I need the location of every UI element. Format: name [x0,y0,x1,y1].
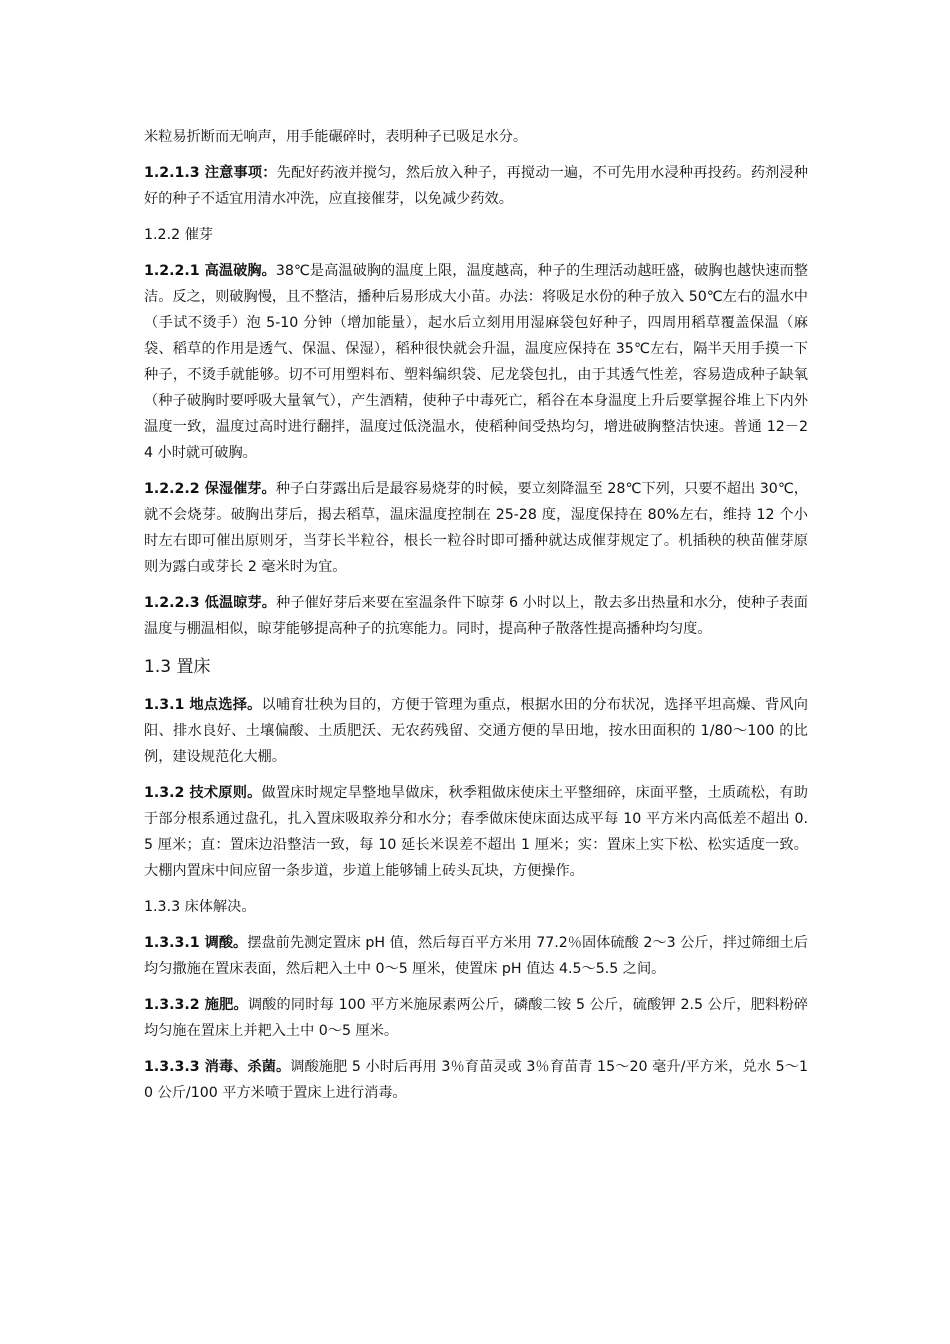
paragraph-1-2-2-3 [144,590,808,642]
paragraph-1-3-1 [144,692,808,770]
paragraph-text: 做置床时规定旱整地旱做床，秋季粗做床使床土平整细碎，床面平整，土质疏松，有助于部分根系通过盘孔，扎入置床吸取养分和水分；春季做床使床面达成平每 10 平方米内高低差不超出 0.5 厘米；直：置床边沿整洁一致，每 10 延长米误差不超出 1 厘米；实：置床上实下松、松实适度一致。大棚内置床中间应留一条步道，步道上能够铺上砖头瓦块，方便操作。 [144,785,808,879]
paragraph-1-3-3-1 [144,930,808,982]
paragraph-1-2-2-1 [144,258,808,466]
paragraph-1-3-3-2 [144,992,808,1044]
paragraph-intro [144,124,808,150]
paragraph-1-2-1-3 [144,160,808,212]
paragraph-text: 调酸的同时每 100 平方米施尿素两公斤，磷酸二铵 5 公斤，硫酸钾 2.5 公斤，肥料粉碎均匀施在置床上并耙入土中 0～5 厘米。 [144,997,808,1039]
paragraph-1-2-2-2 [144,476,808,580]
paragraph-text: 以哺育壮秧为目的，方便于管理为重点，根据水田的分布状况，选择平坦高燥、背风向阳、排水良好、土壤偏酸、土质肥沃、无农药残留、交通方便的旱田地，按水田面积的 1/80～100 的比例，建设规范化大棚。 [144,697,808,765]
paragraph-lead: 1.2.2.3 低温晾芽。 [144,595,277,611]
paragraph-lead: 1.3.3.1 调酸。 [144,935,248,951]
paragraph-lead: 1.2.2.2 保湿催芽。 [144,481,276,497]
paragraph-text: 摆盘前先测定置床 pH 值，然后每百平方米用 77.2％固体硫酸 2～3 公斤，拌过筛细土后均匀撒施在置床表面，然后耙入土中 0～5 厘米，使置床 pH 值达 4.5～5.5 之间。 [144,935,808,977]
paragraph-lead: 1.3.1 地点选择。 [144,697,262,713]
paragraph-lead: 1.2.1.3 注意事项： [144,165,277,181]
heading-1-2-2: 1.2.2 催芽 [144,227,213,243]
paragraph-text: 38℃是高温破胸的温度上限，温度越高，种子的生理活动越旺盛，破胸也越快速而整洁。反之，则破胸慢，且不整洁，播种后易形成大小苗。办法：将吸足水份的种子放入 50℃左右的温水中（手试不烫手）泡 5-10 分钟（增加能量），起水后立刻用用湿麻袋包好种子，四周用稻草覆盖保温（麻袋、稻草的作用是透气、保温、保湿），稻种很快就会升温，温度应保持在 35℃左右，隔半天用手摸一下种子，不烫手就能够。切不可用塑料布、塑料编织袋、尼龙袋包扎，由于其透气性差，容易造成种子缺氧（种子破胸时要呼吸大量氧气），产生酒精，使种子中毒死亡，稻谷在本身温度上升后要掌握谷堆上下内外温度一致，温度过高时进行翻拌，温度过低浇温水，使稻种间受热均匀，增进破胸整洁快速。普通 12－24 小时就可破胸。 [144,263,808,461]
paragraph-text: 种子白芽露出后是最容易烧芽的时候，要立刻降温至 28℃下列，只要不超出 30℃，就不会烧芽。破胸出芽后，揭去稻草，温床温度控制在 25-28 度，湿度保持在 80%左右，维持 12 个小时左右即可催出原则牙，当芽长半粒谷，根长一粒谷时即可播种就达成催芽规定了。机插秧的秧苗催芽原则为露白或芽长 2 毫米时为宜。 [144,481,808,575]
paragraph-1-3-2 [144,780,808,884]
paragraph-lead: 1.3.3.2 施肥。 [144,997,248,1013]
paragraph-lead: 1.3.2 技术原则。 [144,785,262,801]
heading-1-3-3: 1.3.3 床体解决。 [144,899,256,915]
paragraph-lead: 1.3.3.3 消毒、杀菌。 [144,1059,291,1075]
paragraph-text: 种子催好芽后来要在室温条件下晾芽 6 小时以上，散去多出热量和水分，使种子表面温度与棚温相似，晾芽能够提高种子的抗寒能力。同时，提高种子散落性提高播种均匀度。 [144,595,808,637]
paragraph-1-3-3-3 [144,1054,808,1106]
paragraph-lead: 1.2.2.1 高温破胸。 [144,263,276,279]
section-heading-1-3: 1.3 置床 [144,657,211,677]
document-page [144,124,808,1106]
paragraph-text: 先配好药液并搅匀，然后放入种子，再搅动一遍，不可先用水浸种再投药。药剂浸种好的种子不适宜用清水冲洗，应直接催芽，以免减少药效。 [144,165,808,207]
paragraph-text: 调酸施肥 5 小时后再用 3％育苗灵或 3％育苗青 15～20 毫升/平方米，兑水 5～10 公斤/100 平方米喷于置床上进行消毒。 [144,1059,808,1101]
paragraph-text: 米粒易折断而无响声，用手能碾碎时，表明种子已吸足水分。 [144,129,528,145]
